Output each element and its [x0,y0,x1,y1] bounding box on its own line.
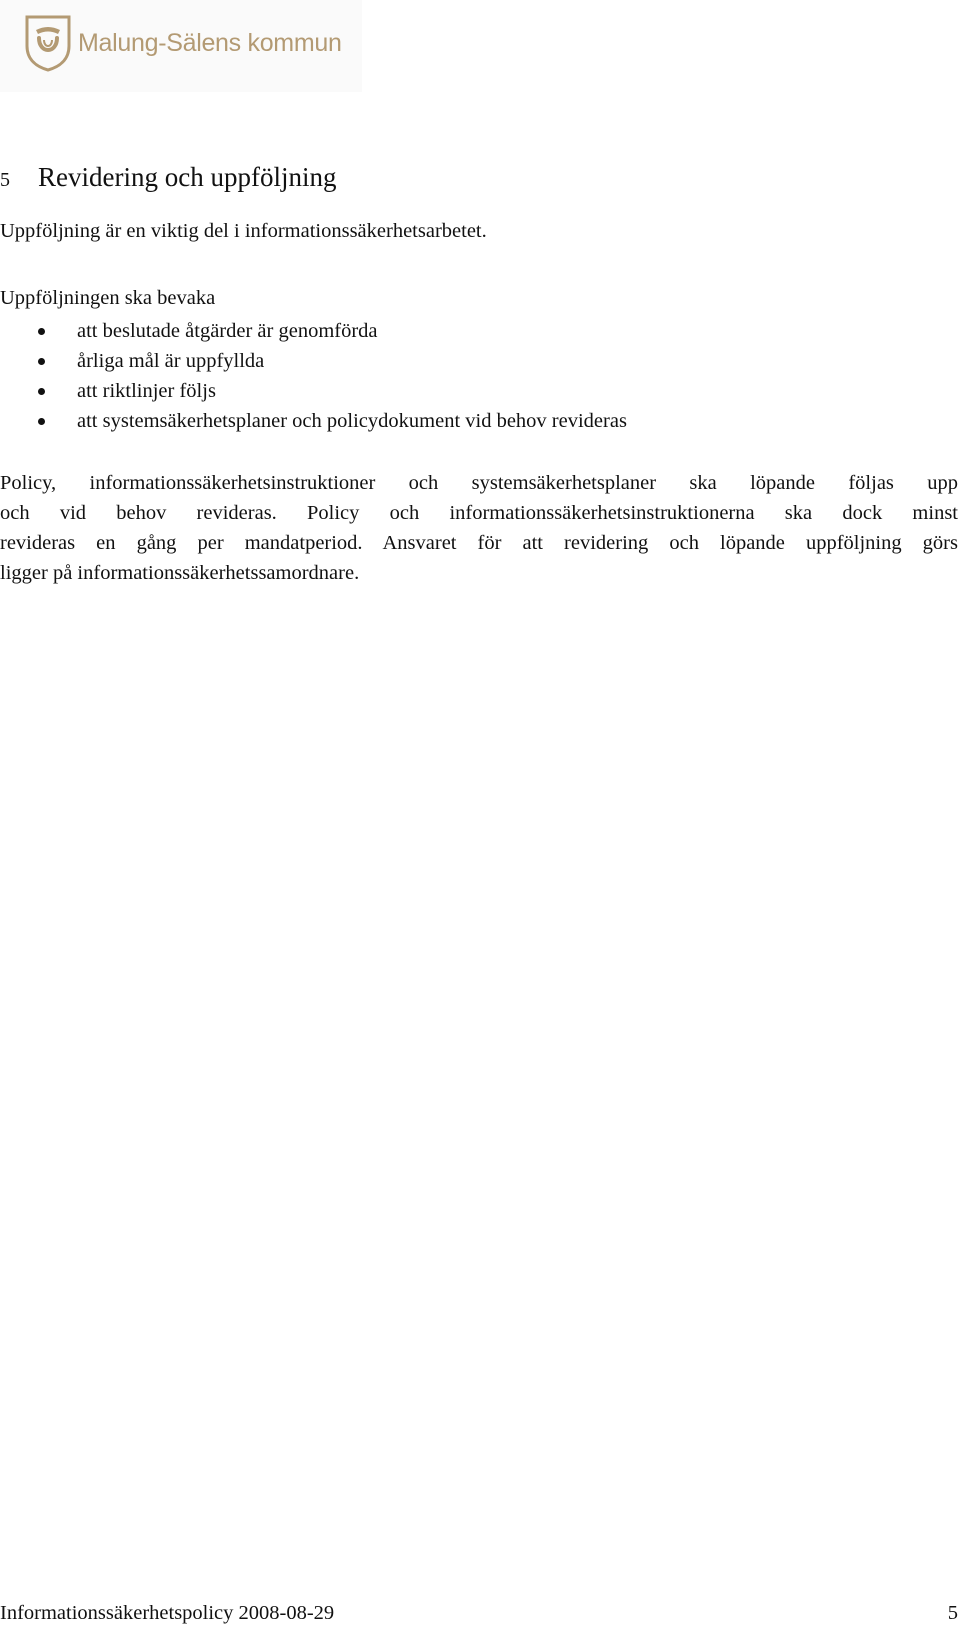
intro-paragraph: Uppföljning är en viktig del i informationssäkerhetsarbetet. [0,220,487,242]
body-paragraph [0,468,958,588]
logo-text: Malung-Sälens kommun [78,28,342,57]
list-lead: Uppföljningen ska bevaka [0,287,216,309]
bullet-icon [38,328,45,335]
paragraph-line: ligger på informationssäkerhetssamordnare. [0,562,360,584]
paragraph-line: Policy, informationssäkerhetsinstruktioner och systemsäkerhetsplaner ska löpande följas upp [0,472,958,494]
list-item-text: att systemsäkerhetsplaner och policydokument vid behov revideras [77,410,627,432]
logo-band [0,0,362,92]
list-item-text: att riktlinjer följs [77,380,216,402]
section-heading [0,162,336,193]
paragraph-line: revideras en gång per mandatperiod. Ansvaret för att revidering och löpande uppföljning görs [0,532,958,554]
bullet-icon [38,388,45,395]
paragraph-line: och vid behov revideras. Policy och informationssäkerhetsinstruktionerna ska dock minst [0,502,958,524]
section-title: Revidering och uppföljning [38,162,337,192]
bullet-icon [38,358,45,365]
bullet-icon [38,418,45,425]
footer-page-number: 5 [947,1602,958,1624]
coat-of-arms-icon [24,14,72,72]
section-number: 5 [0,169,10,191]
page-footer [0,1600,958,1626]
footer-document-title: Informationssäkerhetspolicy 2008-08-29 [0,1602,335,1624]
list-item-text: att beslutade åtgärder är genomförda [77,320,378,342]
municipality-logo [24,14,342,72]
list-item-text: årliga mål är uppfyllda [77,350,265,372]
